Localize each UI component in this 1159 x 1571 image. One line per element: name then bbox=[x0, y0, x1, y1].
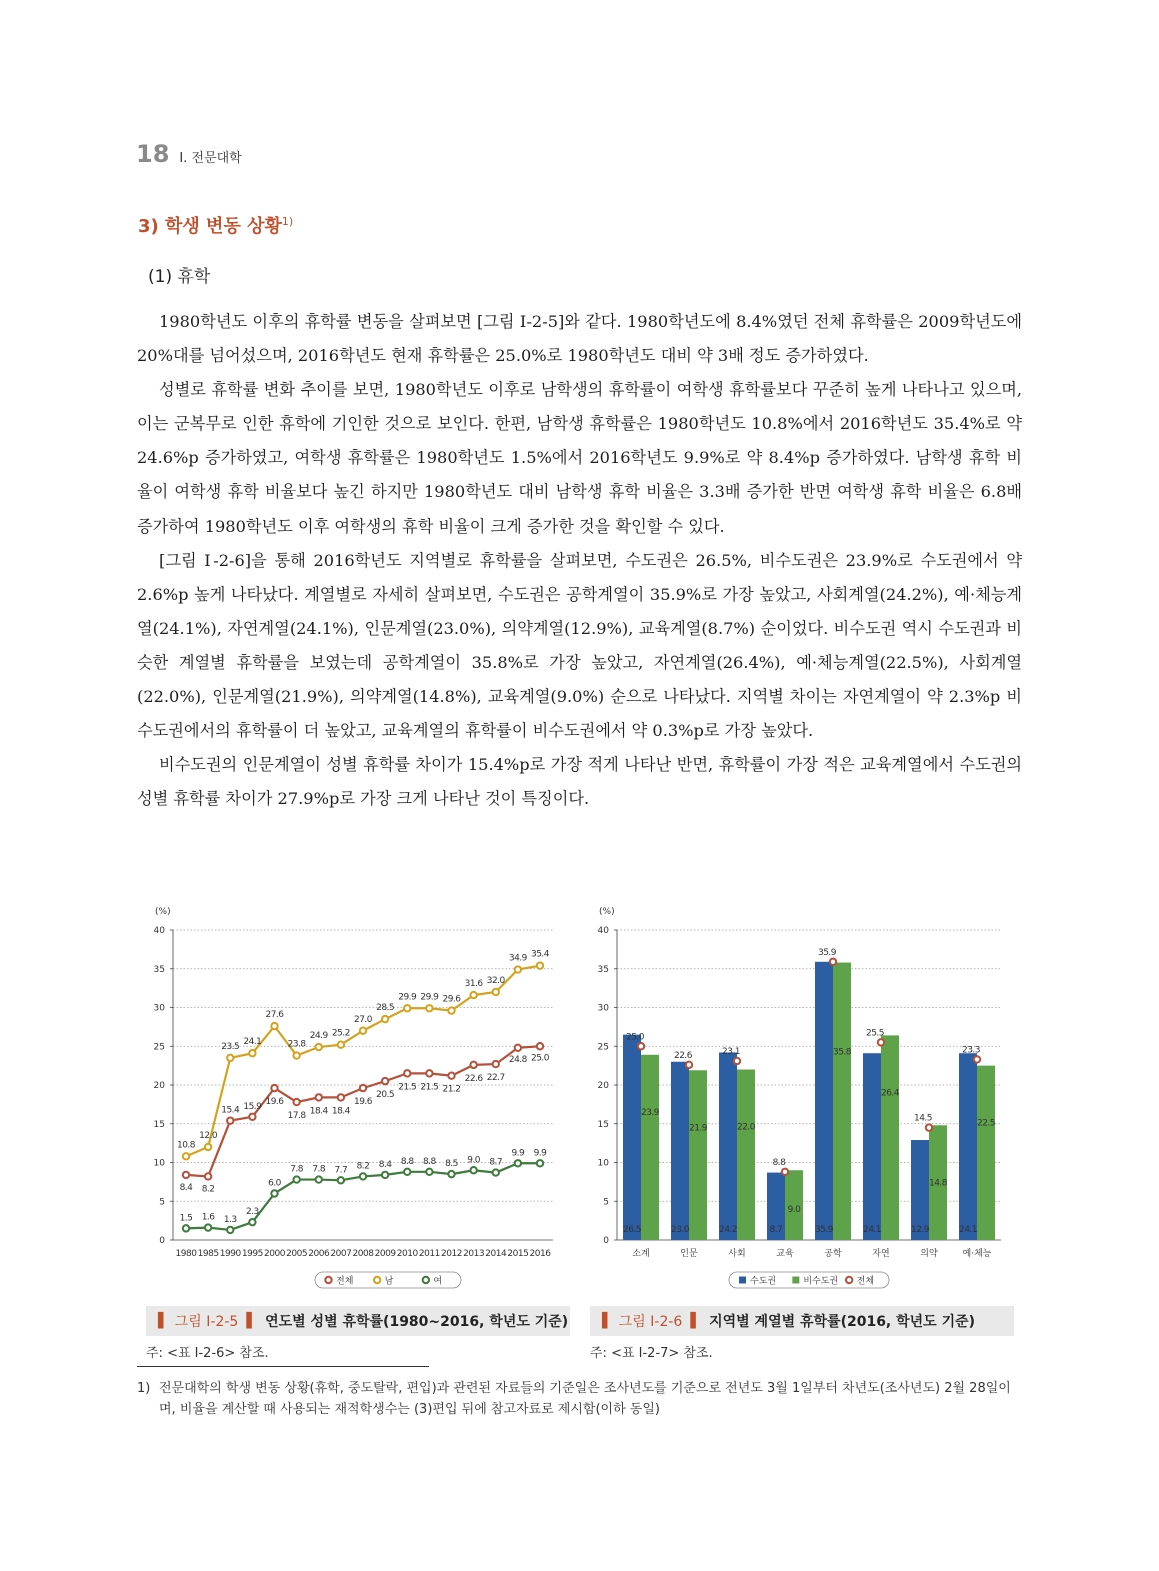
x-tick-label: 자연 bbox=[872, 1249, 890, 1259]
bar-noncapital bbox=[881, 1035, 899, 1240]
line-chart bbox=[137, 896, 567, 1301]
figure-caption-2 bbox=[590, 1306, 1014, 1336]
total-marker bbox=[926, 1124, 932, 1130]
data-point bbox=[515, 966, 521, 972]
data-point bbox=[360, 1028, 366, 1034]
data-point bbox=[316, 1176, 322, 1182]
data-label: 21.5 bbox=[420, 1082, 439, 1093]
x-tick-label: 의약 bbox=[920, 1249, 938, 1259]
data-label: 20.5 bbox=[376, 1090, 395, 1101]
total-label: 14.5 bbox=[913, 1113, 933, 1124]
x-tick-label: 2000 bbox=[264, 1249, 285, 1259]
data-point bbox=[448, 1073, 454, 1079]
bar-capital bbox=[959, 1053, 977, 1240]
x-tick-label: 소계 bbox=[632, 1249, 650, 1259]
bar-capital bbox=[623, 1035, 641, 1240]
y-tick-label: 10 bbox=[153, 1158, 165, 1169]
section-title-text: 3) 학생 변동 상황 bbox=[138, 216, 282, 237]
data-label: 25.2 bbox=[331, 1028, 350, 1039]
data-label: 6.0 bbox=[268, 1178, 281, 1189]
data-label: 1.5 bbox=[179, 1213, 193, 1224]
bar-label-noncapital: 21.9 bbox=[688, 1123, 708, 1134]
bar-label-capital: 24.2 bbox=[718, 1225, 738, 1235]
data-label: 18.4 bbox=[309, 1106, 328, 1117]
data-point bbox=[338, 1042, 344, 1048]
total-marker bbox=[878, 1039, 884, 1045]
x-tick-label: 2011 bbox=[418, 1249, 440, 1259]
total-label: 25.5 bbox=[865, 1028, 885, 1039]
y-tick-label: 40 bbox=[597, 926, 609, 936]
data-label: 8.4 bbox=[378, 1159, 392, 1170]
data-label: 8.5 bbox=[445, 1159, 458, 1170]
series-line-남 bbox=[186, 966, 540, 1157]
data-point bbox=[227, 1055, 233, 1061]
bar-capital bbox=[863, 1053, 881, 1240]
total-label: 25.0 bbox=[625, 1032, 645, 1043]
y-tick-label: 30 bbox=[153, 1003, 165, 1014]
figure-note-1: 주: <표 Ⅰ-2-6> 참조. bbox=[146, 1346, 269, 1361]
data-point bbox=[382, 1078, 388, 1084]
paragraph: 1980학년도 이후의 휴학률 변동을 살펴보면 [그림 Ⅰ-2-5]와 같다. 1980학년도에 8.4%였던 전체 휴학률은 2009학년도에 20%대를 넘어섰으며, 2016학년도 현재 휴학률은 25.0%로 1980학년도 대비 약 3배 정도 증가하였다. bbox=[137, 312, 1022, 366]
x-tick-label: 2016 bbox=[529, 1249, 551, 1259]
section-title bbox=[138, 212, 293, 238]
data-label: 22.6 bbox=[464, 1073, 483, 1084]
data-label: 24.8 bbox=[508, 1054, 527, 1065]
data-point bbox=[382, 1016, 388, 1022]
data-label: 24.9 bbox=[309, 1031, 328, 1042]
x-tick-label: 2012 bbox=[441, 1249, 462, 1259]
bar-label-noncapital: 35.8 bbox=[832, 1047, 852, 1058]
data-label: 23.5 bbox=[221, 1041, 240, 1052]
figure-caption-1 bbox=[146, 1306, 570, 1336]
bar-label-noncapital: 23.9 bbox=[640, 1107, 660, 1118]
data-label: 1.3 bbox=[223, 1214, 237, 1225]
data-point bbox=[537, 1160, 543, 1166]
bar-label-noncapital: 22.5 bbox=[976, 1118, 996, 1129]
y-axis-unit: (%) bbox=[599, 907, 615, 917]
data-point bbox=[404, 1070, 410, 1076]
data-point bbox=[470, 1167, 476, 1173]
data-point bbox=[227, 1227, 233, 1233]
legend-swatch bbox=[739, 1277, 746, 1284]
data-point bbox=[470, 992, 476, 998]
y-tick-label: 40 bbox=[153, 926, 165, 936]
figure-number: 그림 Ⅰ-2-5 bbox=[174, 1314, 239, 1330]
data-label: 10.8 bbox=[176, 1140, 196, 1151]
data-point bbox=[338, 1177, 344, 1183]
x-tick-label: 1980 bbox=[175, 1249, 197, 1259]
data-point bbox=[293, 1176, 299, 1182]
y-tick-label: 20 bbox=[597, 1081, 609, 1091]
caption-marker: ▌ bbox=[158, 1313, 169, 1329]
y-tick-label: 15 bbox=[597, 1119, 609, 1130]
bar-label-noncapital: 22.0 bbox=[736, 1122, 756, 1133]
subsection-title: (1) 휴학 bbox=[148, 267, 211, 287]
data-label: 32.0 bbox=[486, 976, 505, 986]
x-tick-label: 2007 bbox=[330, 1249, 352, 1259]
data-label: 9.9 bbox=[533, 1148, 547, 1159]
body-text bbox=[137, 305, 1022, 816]
line-chart-figure bbox=[137, 896, 567, 1301]
bar-capital bbox=[671, 1062, 689, 1240]
footnote-rule bbox=[137, 1366, 429, 1367]
data-point bbox=[316, 1044, 322, 1050]
total-marker bbox=[734, 1058, 740, 1064]
page-number: 18 bbox=[136, 140, 170, 168]
legend-label: 여 bbox=[433, 1276, 443, 1287]
data-point bbox=[271, 1190, 277, 1196]
data-point bbox=[271, 1023, 277, 1029]
legend-label: 전체 bbox=[856, 1276, 875, 1287]
data-point bbox=[448, 1007, 454, 1013]
x-tick-label: 1995 bbox=[241, 1249, 263, 1259]
data-point bbox=[249, 1114, 255, 1120]
total-label: 23.1 bbox=[721, 1046, 741, 1057]
bar-label-capital: 24.1 bbox=[958, 1225, 978, 1235]
data-label: 7.7 bbox=[334, 1165, 348, 1176]
data-label: 7.8 bbox=[312, 1164, 326, 1175]
bar-noncapital bbox=[689, 1070, 707, 1240]
data-label: 31.6 bbox=[464, 979, 483, 990]
figure-number: 그림 Ⅰ-2-6 bbox=[618, 1314, 683, 1330]
bar-chart-figure bbox=[587, 896, 1017, 1301]
data-label: 12.0 bbox=[199, 1131, 218, 1141]
data-point bbox=[205, 1173, 211, 1179]
legend-swatch bbox=[792, 1277, 799, 1284]
data-point bbox=[493, 1061, 499, 1067]
x-tick-label: 2006 bbox=[308, 1249, 330, 1259]
data-point bbox=[426, 1005, 432, 1011]
y-tick-label: 10 bbox=[597, 1158, 609, 1169]
y-tick-label: 0 bbox=[603, 1236, 609, 1246]
bar-noncapital bbox=[833, 963, 851, 1240]
total-marker bbox=[638, 1043, 644, 1049]
legend-label: 남 bbox=[384, 1276, 394, 1287]
data-point bbox=[249, 1050, 255, 1056]
bar-capital bbox=[719, 1052, 737, 1240]
data-label: 8.4 bbox=[179, 1182, 193, 1193]
bar-label-capital: 23.0 bbox=[670, 1225, 690, 1235]
legend-label: 수도권 bbox=[750, 1276, 777, 1287]
data-label: 15.9 bbox=[243, 1101, 262, 1112]
y-tick-label: 35 bbox=[153, 964, 165, 975]
data-label: 29.9 bbox=[398, 992, 417, 1003]
data-label: 17.8 bbox=[287, 1111, 306, 1122]
data-point bbox=[227, 1117, 233, 1123]
data-point bbox=[271, 1085, 277, 1091]
y-tick-label: 5 bbox=[159, 1197, 165, 1208]
bar-label-capital: 24.1 bbox=[862, 1225, 882, 1235]
total-label: 35.9 bbox=[817, 947, 837, 958]
data-point bbox=[448, 1171, 454, 1177]
total-label: 23.3 bbox=[961, 1045, 981, 1056]
data-label: 28.5 bbox=[376, 1003, 395, 1014]
x-tick-label: 2015 bbox=[507, 1249, 529, 1259]
data-point bbox=[382, 1172, 388, 1178]
bar-noncapital bbox=[641, 1055, 659, 1240]
data-point bbox=[183, 1153, 189, 1159]
x-tick-label: 1985 bbox=[197, 1249, 219, 1259]
footnote-number: 1) bbox=[137, 1381, 151, 1396]
figure-title: 지역별 계열별 휴학률(2016, 학년도 기준) bbox=[709, 1314, 976, 1330]
caption-marker: ▌ bbox=[602, 1313, 613, 1329]
bar-label-noncapital: 9.0 bbox=[787, 1205, 801, 1215]
data-point bbox=[515, 1160, 521, 1166]
legend-marker bbox=[374, 1277, 380, 1283]
data-label: 21.2 bbox=[442, 1084, 461, 1095]
bar-label-capital: 8.7 bbox=[769, 1225, 783, 1235]
data-label: 2.3 bbox=[245, 1207, 259, 1218]
y-tick-label: 20 bbox=[153, 1081, 165, 1091]
total-label: 22.6 bbox=[673, 1050, 693, 1061]
x-tick-label: 2014 bbox=[485, 1249, 507, 1259]
data-label: 8.2 bbox=[201, 1184, 215, 1195]
data-label: 19.6 bbox=[265, 1097, 284, 1108]
x-tick-label: 사회 bbox=[728, 1249, 746, 1259]
data-point bbox=[493, 1169, 499, 1175]
data-point bbox=[205, 1224, 211, 1230]
x-tick-label: 인문 bbox=[680, 1249, 698, 1259]
data-label: 19.6 bbox=[353, 1097, 373, 1108]
bar-label-capital: 26.5 bbox=[622, 1225, 642, 1235]
bar-chart bbox=[587, 896, 1017, 1301]
data-point bbox=[360, 1173, 366, 1179]
y-tick-label: 5 bbox=[603, 1197, 609, 1208]
legend-label: 전체 bbox=[336, 1276, 354, 1287]
x-tick-label: 2005 bbox=[286, 1249, 308, 1259]
bar-noncapital bbox=[737, 1070, 755, 1241]
legend-marker bbox=[846, 1277, 852, 1283]
data-point bbox=[183, 1225, 189, 1231]
legend-label: 비수도권 bbox=[803, 1276, 839, 1287]
total-marker bbox=[782, 1169, 788, 1175]
bar-label-noncapital: 14.8 bbox=[928, 1178, 948, 1189]
running-title: Ⅰ. 전문대학 bbox=[179, 151, 242, 166]
x-tick-label: 교육 bbox=[776, 1249, 794, 1259]
figure-note-2: 주: <표 Ⅰ-2-7> 참조. bbox=[590, 1346, 713, 1361]
data-point bbox=[249, 1219, 255, 1225]
data-point bbox=[493, 989, 499, 995]
bar-label-capital: 35.9 bbox=[814, 1225, 834, 1235]
page-header bbox=[136, 140, 242, 168]
data-point bbox=[183, 1172, 189, 1178]
data-label: 35.4 bbox=[530, 949, 550, 960]
y-tick-label: 35 bbox=[597, 964, 609, 975]
total-marker bbox=[686, 1062, 692, 1068]
data-label: 27.6 bbox=[265, 1010, 284, 1021]
data-label: 9.0 bbox=[467, 1155, 481, 1166]
data-point bbox=[360, 1085, 366, 1091]
total-marker bbox=[974, 1056, 980, 1062]
caption-marker-end: ▌ bbox=[246, 1313, 258, 1329]
data-label: 22.7 bbox=[486, 1073, 505, 1084]
x-tick-label: 2010 bbox=[396, 1249, 418, 1259]
bar-label-capital: 12.9 bbox=[910, 1225, 930, 1235]
data-label: 24.1 bbox=[243, 1037, 262, 1048]
bar-capital bbox=[815, 962, 833, 1240]
bar-noncapital bbox=[977, 1066, 995, 1240]
x-tick-label: 2013 bbox=[463, 1249, 485, 1259]
data-point bbox=[537, 962, 543, 968]
data-point bbox=[293, 1099, 299, 1105]
x-tick-label: 공학 bbox=[824, 1249, 842, 1259]
data-label: 18.4 bbox=[331, 1106, 350, 1117]
data-label: 23.8 bbox=[287, 1039, 306, 1050]
paragraph: 비수도권의 인문계열이 성별 휴학률 차이가 15.4%p로 가장 적게 나타난 반면, 휴학률이 가장 적은 교육계열에서 수도권의 성별 휴학률 차이가 27.9%p로 가장 크게 나타난 것이 특징이다. bbox=[137, 755, 1022, 809]
data-point bbox=[426, 1169, 432, 1175]
data-label: 8.2 bbox=[356, 1161, 370, 1172]
data-label: 7.8 bbox=[290, 1164, 304, 1175]
x-tick-label: 2009 bbox=[374, 1249, 396, 1259]
y-axis-unit: (%) bbox=[155, 907, 171, 917]
data-label: 1.6 bbox=[201, 1212, 215, 1223]
data-point bbox=[404, 1169, 410, 1175]
data-label: 9.9 bbox=[511, 1148, 525, 1159]
y-tick-label: 30 bbox=[597, 1003, 609, 1014]
data-label: 8.8 bbox=[400, 1156, 414, 1167]
data-point bbox=[205, 1144, 211, 1150]
data-point bbox=[537, 1043, 543, 1049]
paragraph: [그림 Ⅰ-2-6]을 통해 2016학년도 지역별로 휴학률을 살펴보면, 수도권은 26.5%, 비수도권은 23.9%로 수도권에서 약 2.6%p 높게 나타났다. 계열별로 자세히 살펴보면, 수도권은 공학계열이 35.9%로 가장 높았고, 사회계열(24.2%), 예·체능계열(24.1%), 자연계열(24.1%), 인문계열(23.0%), 의약계열(12.9%), 교육계열(8.7%) 순이었다. 비수도권 역시 수도권과 비슷한 계열별 휴학률을 보였는데 공학계열이 35.8%로 가장 높았고, 자연계열(26.4%), 예·체능계열(22.5%), 사회계열(22.0%), 인문계열(21.9%), 의약계열(14.8%), 교육계열(9.0%) 순으로 나타났다. 지역별 차이는 자연계열이 약 2.3%p 비수도권에서의 휴학률이 더 높았고, 교육계열의 휴학률이 비수도권에서 약 0.3%p로 가장 높았다. bbox=[137, 550, 1022, 741]
data-point bbox=[316, 1094, 322, 1100]
data-point bbox=[338, 1094, 344, 1100]
data-label: 29.6 bbox=[442, 994, 461, 1005]
y-tick-label: 15 bbox=[153, 1119, 165, 1130]
data-label: 29.9 bbox=[420, 992, 439, 1003]
x-tick-label: 1990 bbox=[219, 1249, 241, 1259]
data-label: 25.0 bbox=[530, 1053, 550, 1064]
data-point bbox=[293, 1052, 299, 1058]
caption-marker-end: ▌ bbox=[690, 1313, 702, 1329]
footnote-text: 전문대학의 학생 변동 상황(휴학, 중도탈락, 편입)과 관련된 자료들의 기준일은 조사년도를 기준으로 전년도 3월 1일부터 차년도(조사년도) 2월 28일이며, 비율을 계산할 때 사용되는 재적학생수는 (3)편입 뒤에 참고자료로 제시함(이하 동일) bbox=[159, 1381, 1011, 1417]
data-point bbox=[470, 1062, 476, 1068]
footnote bbox=[137, 1378, 1027, 1420]
footnote-ref[interactable]: 1) bbox=[281, 215, 294, 228]
data-label: 8.7 bbox=[489, 1157, 503, 1168]
legend-marker bbox=[423, 1277, 429, 1283]
legend-marker bbox=[325, 1277, 331, 1283]
data-point bbox=[515, 1045, 521, 1051]
figure-title: 연도별 성별 휴학률(1980~2016, 학년도 기준) bbox=[265, 1314, 569, 1330]
x-tick-label: 예·체능 bbox=[962, 1249, 992, 1259]
bar-label-noncapital: 26.4 bbox=[880, 1088, 900, 1099]
data-point bbox=[426, 1070, 432, 1076]
data-label: 8.8 bbox=[422, 1156, 436, 1167]
y-tick-label: 0 bbox=[159, 1236, 165, 1246]
total-marker bbox=[830, 959, 836, 965]
data-label: 15.4 bbox=[221, 1105, 240, 1116]
paragraph: 성별로 휴학률 변화 추이를 보면, 1980학년도 이후로 남학생의 휴학률이 여학생 휴학률보다 꾸준히 높게 나타나고 있으며, 이는 군복무로 인한 휴학에 기인한 것으로 보인다. 한편, 남학생 휴학률은 1980학년도 10.8%에서 2016학년도 35.4%로 약 24.6%p 증가하였고, 여학생 휴학률은 1980학년도 1.5%에서 2016학년도 9.9%로 약 8.4%p 증가하였다. 남학생 휴학 비율이 여학생 휴학 비율보다 높긴 하지만 1980학년도 대비 남학생 휴학 비율은 3.3배 증가한 반면 여학생 휴학 비율은 6.8배 증가하여 1980학년도 이후 여학생의 휴학 비율이 크게 증가한 것을 확인할 수 있다. bbox=[137, 380, 1023, 536]
data-label: 34.9 bbox=[508, 953, 527, 964]
x-tick-label: 2008 bbox=[352, 1249, 374, 1259]
data-label: 21.5 bbox=[398, 1082, 417, 1093]
data-label: 27.0 bbox=[353, 1014, 373, 1025]
y-tick-label: 25 bbox=[597, 1042, 609, 1053]
data-point bbox=[404, 1005, 410, 1011]
y-tick-label: 25 bbox=[153, 1042, 165, 1053]
total-label: 8.8 bbox=[772, 1157, 786, 1168]
